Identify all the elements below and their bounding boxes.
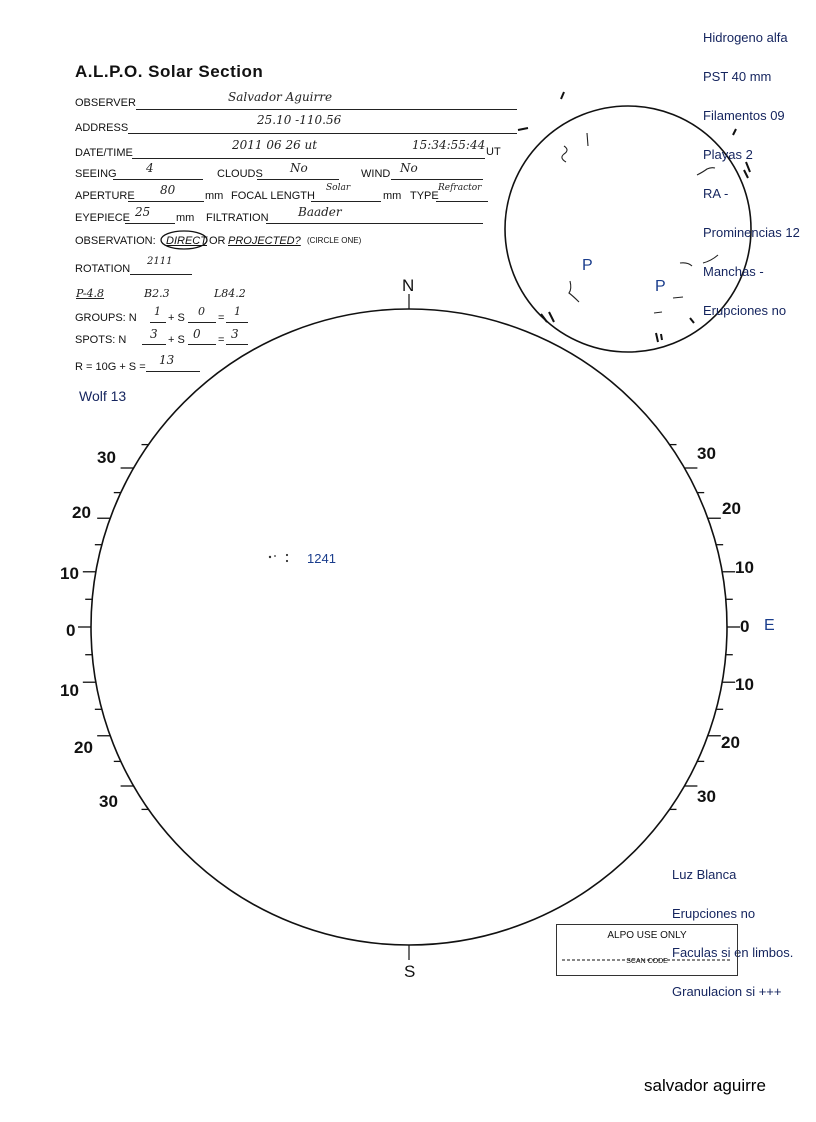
address-label: ADDRESS <box>75 122 129 134</box>
h-alpha-note: Hidrogeno alfa <box>703 30 788 45</box>
h-alpha-notes <box>703 5 800 330</box>
eyepiece-value: 25 <box>135 205 151 219</box>
clouds-value: No <box>290 161 308 175</box>
right-scale-label: 30 <box>697 787 716 806</box>
right-scale-label: 10 <box>735 558 754 577</box>
time-value: 15:34:55:44 <box>412 138 486 152</box>
rotation-value: 2111 <box>147 256 173 267</box>
h-alpha-note: Erupciones no <box>703 303 787 318</box>
focal-length-label: FOCAL LENGTH <box>231 190 315 202</box>
south-label: S <box>404 962 416 981</box>
wolf-number: Wolf 13 <box>79 388 127 404</box>
region-number: 1241 <box>307 551 336 566</box>
type-label: TYPE <box>410 190 439 202</box>
seeing-label: SEEING <box>75 168 117 180</box>
spots-s-value: 0 <box>193 327 201 341</box>
white-light-note: Faculas si en limbos. <box>672 945 794 960</box>
seeing-value: 4 <box>146 161 154 175</box>
type-value: Refractor <box>438 183 482 193</box>
h-alpha-note: Filamentos 09 <box>703 108 785 123</box>
eyepiece-mm: mm <box>176 212 195 224</box>
observer-signature: salvador aguirre <box>644 1076 766 1095</box>
spots-s-label: + S <box>168 334 185 346</box>
aperture-mm: mm <box>205 190 224 202</box>
spots-label: SPOTS: N <box>75 334 127 346</box>
spots-eq: = <box>218 334 225 346</box>
b-angle-value: B2.3 <box>144 287 170 300</box>
sunspot-group-1241 <box>269 554 288 562</box>
circle-one-hint: (CIRCLE ONE) <box>307 236 362 245</box>
groups-label: GROUPS: N <box>75 312 137 324</box>
p-angle-value: P-4.8 <box>76 287 105 300</box>
h-alpha-note: RA - <box>703 186 729 201</box>
right-scale-label: 30 <box>697 444 716 463</box>
spots-total-value: 3 <box>231 327 239 341</box>
rotation-label: ROTATION <box>75 263 131 275</box>
left-scale-label: 0 <box>66 621 76 640</box>
left-scale-label: 20 <box>74 738 93 757</box>
left-scale-label: 30 <box>97 448 116 467</box>
r-value: 13 <box>159 353 175 367</box>
h-alpha-note: PST 40 mm <box>703 69 772 84</box>
left-scale-label: 10 <box>60 564 79 583</box>
aperture-value: 80 <box>160 183 176 197</box>
groups-n-value: 1 <box>154 305 161 318</box>
wind-label: WIND <box>361 168 391 180</box>
clouds-label: CLOUDS <box>217 168 263 180</box>
left-scale-label: 20 <box>72 503 91 522</box>
aperture-label: APERTURE <box>75 190 135 202</box>
right-scale-label: 0 <box>740 617 750 636</box>
wind-value: No <box>400 161 418 175</box>
right-scale-label: 10 <box>735 675 754 694</box>
east-label: E <box>764 617 775 634</box>
r-formula-label: R = 10G + S = <box>75 361 146 373</box>
h-alpha-note: Manchas - <box>703 264 764 279</box>
h-alpha-note: Playas 2 <box>703 147 753 162</box>
ut-label: UT <box>486 146 501 158</box>
filtration-label: FILTRATION <box>206 212 269 224</box>
or-label: OR <box>209 235 226 247</box>
observation-label: OBSERVATION: <box>75 235 156 247</box>
direct-option: DIRECT <box>166 235 207 247</box>
projected-option: PROJECTED? <box>228 235 301 247</box>
right-scale-label: 20 <box>722 499 741 518</box>
groups-s-value: 0 <box>198 305 205 318</box>
observer-value: Salvador Aguirre <box>228 90 333 104</box>
focal-mm: mm <box>383 190 402 202</box>
spots-n-value: 3 <box>150 327 158 341</box>
scan-code-label: SCAN CODE <box>626 958 668 965</box>
north-label: N <box>402 276 415 295</box>
white-light-note: Erupciones no <box>672 906 756 921</box>
h-alpha-note: Prominencias 12 <box>703 225 800 240</box>
alpo-use-only-label: ALPO USE ONLY <box>607 930 687 941</box>
eyepiece-label: EYEPIECE <box>75 212 131 224</box>
date-value: 2011 06 26 ut <box>232 138 318 152</box>
white-light-note: Granulacion si +++ <box>672 984 782 999</box>
left-scale-label: 10 <box>60 681 79 700</box>
datetime-label: DATE/TIME <box>75 147 133 159</box>
right-scale-label: 20 <box>721 733 740 752</box>
plage-mark: P <box>582 257 593 274</box>
left-scale-label: 30 <box>99 792 118 811</box>
address-value: 25.10 -110.56 <box>257 113 342 127</box>
form-title: A.L.P.O. Solar Section <box>75 62 264 81</box>
focal-length-value: Solar <box>326 183 351 193</box>
seeing-line <box>113 167 203 180</box>
l-angle-value: L84.2 <box>214 287 246 300</box>
plage-mark: P <box>655 278 666 295</box>
filament-marks <box>562 133 718 313</box>
white-light-note: Luz Blanca <box>672 867 737 882</box>
alpo-use-only-box <box>556 924 738 976</box>
groups-s-label: + S <box>168 312 185 324</box>
groups-total-value: 1 <box>234 305 241 318</box>
filtration-value: Baader <box>298 205 342 219</box>
groups-eq: = <box>218 312 225 324</box>
solar-disk <box>91 309 727 945</box>
observer-label: OBSERVER <box>75 97 136 109</box>
